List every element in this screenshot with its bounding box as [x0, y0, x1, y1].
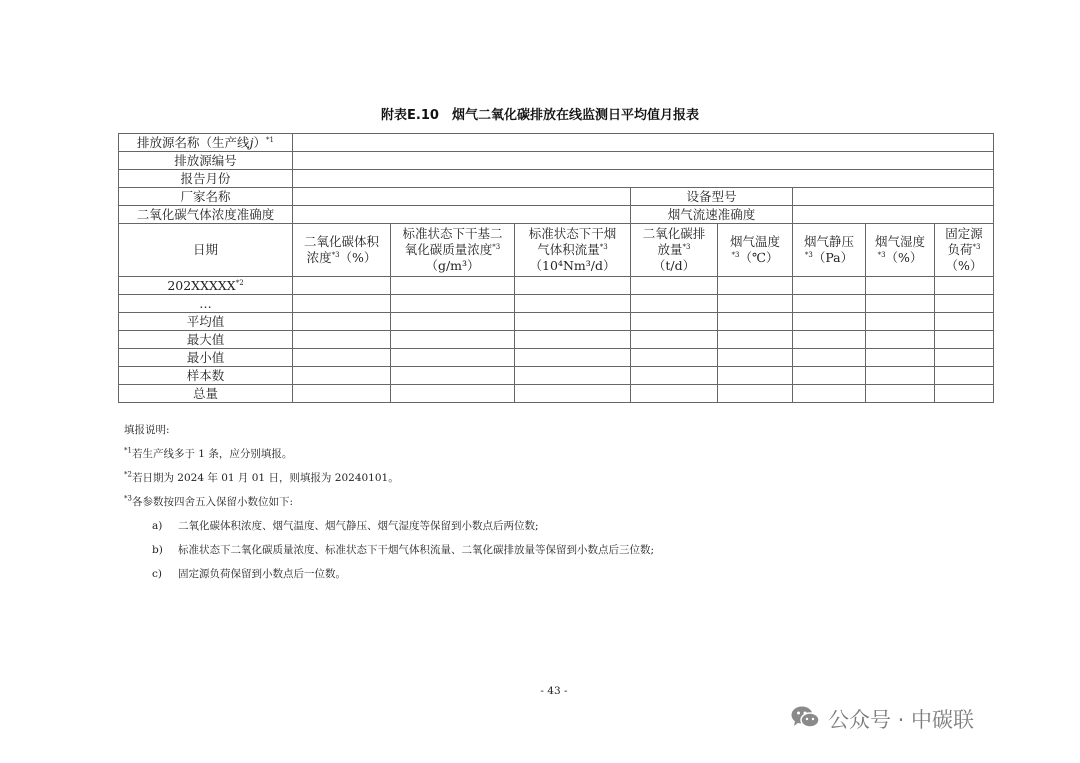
data-cell[interactable]	[631, 349, 718, 367]
table-row	[119, 331, 994, 349]
data-cell[interactable]	[391, 313, 515, 331]
data-cell[interactable]	[515, 277, 631, 295]
notes-heading: 填报说明:	[124, 424, 170, 436]
data-cell[interactable]	[935, 277, 994, 295]
page-number: - 43 -	[540, 685, 568, 697]
data-cell[interactable]	[793, 331, 866, 349]
table-row	[119, 385, 994, 403]
row-label: 样本数	[119, 367, 293, 385]
col-flue-gas-humidity: 烟气湿度 $^{*3}$（%）	[866, 224, 935, 277]
row-label: 平均值	[119, 313, 293, 331]
data-cell[interactable]	[866, 367, 935, 385]
data-cell[interactable]	[293, 385, 391, 403]
device-model-value[interactable]	[793, 188, 994, 206]
data-cell[interactable]	[391, 367, 515, 385]
data-cell[interactable]	[631, 313, 718, 331]
note-3: $^{*3}$各参数按四舍五入保留小数位如下:	[124, 494, 294, 508]
data-cell[interactable]	[718, 313, 793, 331]
data-cell[interactable]	[866, 385, 935, 403]
report-month-value[interactable]	[293, 170, 994, 188]
data-cell[interactable]	[866, 313, 935, 331]
data-cell[interactable]	[793, 313, 866, 331]
note-1: $^{*1}$若生产线多于 1 条，应分别填报。	[124, 446, 293, 460]
data-cell[interactable]	[293, 367, 391, 385]
source-name-label: 排放源名称（生产线j）$^{*1}$	[119, 134, 293, 152]
device-model-label: 设备型号	[631, 188, 793, 206]
data-cell[interactable]	[866, 331, 935, 349]
data-cell[interactable]	[935, 385, 994, 403]
data-cell[interactable]	[935, 313, 994, 331]
table-row	[119, 313, 994, 331]
data-cell[interactable]	[718, 367, 793, 385]
row-label: 总量	[119, 385, 293, 403]
data-cell[interactable]	[515, 385, 631, 403]
data-cell[interactable]	[293, 277, 391, 295]
row-label: 202XXXXX$^{*2}$	[119, 277, 293, 295]
data-cell[interactable]	[866, 295, 935, 313]
table-row	[119, 277, 994, 295]
data-cell[interactable]	[631, 367, 718, 385]
note-2: $^{*2}$若日期为 2024 年 01 月 01 日，则填报为 20240101。	[124, 470, 399, 484]
flow-accuracy-value[interactable]	[793, 206, 994, 224]
report-month-label: 报告月份	[119, 170, 293, 188]
co2-accuracy-value[interactable]	[293, 206, 631, 224]
col-source-load: 固定源 负荷$^{*3}$ （%）	[935, 224, 994, 277]
data-cell[interactable]	[718, 385, 793, 403]
co2-accuracy-label: 二氧化碳气体浓度准确度	[119, 206, 293, 224]
report-title: 附表E.10 烟气二氧化碳排放在线监测日平均值月报表	[381, 108, 699, 123]
data-cell[interactable]	[718, 349, 793, 367]
data-cell[interactable]	[793, 367, 866, 385]
data-cell[interactable]	[293, 331, 391, 349]
note-3a: a) 二氧化碳体积浓度、烟气温度、烟气静压、烟气湿度等保留到小数点后两位数;	[152, 520, 539, 532]
date-header: 日期	[119, 224, 293, 277]
data-cell[interactable]	[631, 331, 718, 349]
col-flue-gas-flow: 标准状态下干烟 气体积流量$^{*3}$ （10⁴Nm³/d）	[515, 224, 631, 277]
source-id-value[interactable]	[293, 152, 994, 170]
data-cell[interactable]	[935, 295, 994, 313]
data-cell[interactable]	[293, 349, 391, 367]
row-label: 最大值	[119, 331, 293, 349]
col-flue-gas-pressure: 烟气静压 $^{*3}$（Pa）	[793, 224, 866, 277]
wechat-icon	[790, 704, 828, 735]
data-cell[interactable]	[631, 295, 718, 313]
data-cell[interactable]	[515, 295, 631, 313]
data-cell[interactable]	[391, 385, 515, 403]
note-3b: b) 标准状态下二氧化碳质量浓度、标准状态下干烟气体积流量、二氧化碳排放量等保留到小数点后三位数;	[152, 544, 655, 556]
col-co2-mass-concentration: 标准状态下干基二 氧化碳质量浓度$^{*3}$ （g/m³）	[391, 224, 515, 277]
data-cell[interactable]	[391, 277, 515, 295]
row-label: 最小值	[119, 349, 293, 367]
data-cell[interactable]	[793, 295, 866, 313]
data-cell[interactable]	[718, 331, 793, 349]
data-cell[interactable]	[391, 295, 515, 313]
data-cell[interactable]	[391, 331, 515, 349]
watermark	[790, 704, 974, 734]
data-cell[interactable]	[935, 349, 994, 367]
note-3c: c) 固定源负荷保留到小数点后一位数。	[152, 568, 346, 580]
col-co2-emission: 二氧化碳排 放量$^{*3}$ （t/d）	[631, 224, 718, 277]
table-row	[119, 349, 994, 367]
data-cell[interactable]	[515, 313, 631, 331]
data-cell[interactable]	[718, 277, 793, 295]
col-co2-volume-concentration: 二氧化碳体积 浓度$^{*3}$（%）	[293, 224, 391, 277]
data-cell[interactable]	[515, 331, 631, 349]
data-cell[interactable]	[793, 349, 866, 367]
data-cell[interactable]	[935, 367, 994, 385]
manufacturer-label: 厂家名称	[119, 188, 293, 206]
data-cell[interactable]	[935, 331, 994, 349]
data-cell[interactable]	[718, 295, 793, 313]
row-label: …	[119, 295, 293, 313]
data-cell[interactable]	[866, 277, 935, 295]
data-cell[interactable]	[631, 385, 718, 403]
data-cell[interactable]	[391, 349, 515, 367]
data-cell[interactable]	[515, 349, 631, 367]
watermark-text: 公众号 · 中碳联	[828, 708, 975, 732]
data-cell[interactable]	[293, 295, 391, 313]
table-row	[119, 367, 994, 385]
source-id-label: 排放源编号	[119, 152, 293, 170]
data-cell[interactable]	[866, 349, 935, 367]
data-cell[interactable]	[631, 277, 718, 295]
data-cell[interactable]	[293, 313, 391, 331]
data-cell[interactable]	[515, 367, 631, 385]
report-table	[118, 133, 994, 403]
source-name-value[interactable]	[293, 134, 994, 152]
col-flue-gas-temperature: 烟气温度 $^{*3}$（℃）	[718, 224, 793, 277]
filling-notes	[124, 422, 654, 590]
data-cell[interactable]	[793, 385, 866, 403]
data-cell[interactable]	[793, 277, 866, 295]
flow-accuracy-label: 烟气流速准确度	[631, 206, 793, 224]
manufacturer-value[interactable]	[293, 188, 631, 206]
table-row	[119, 295, 994, 313]
